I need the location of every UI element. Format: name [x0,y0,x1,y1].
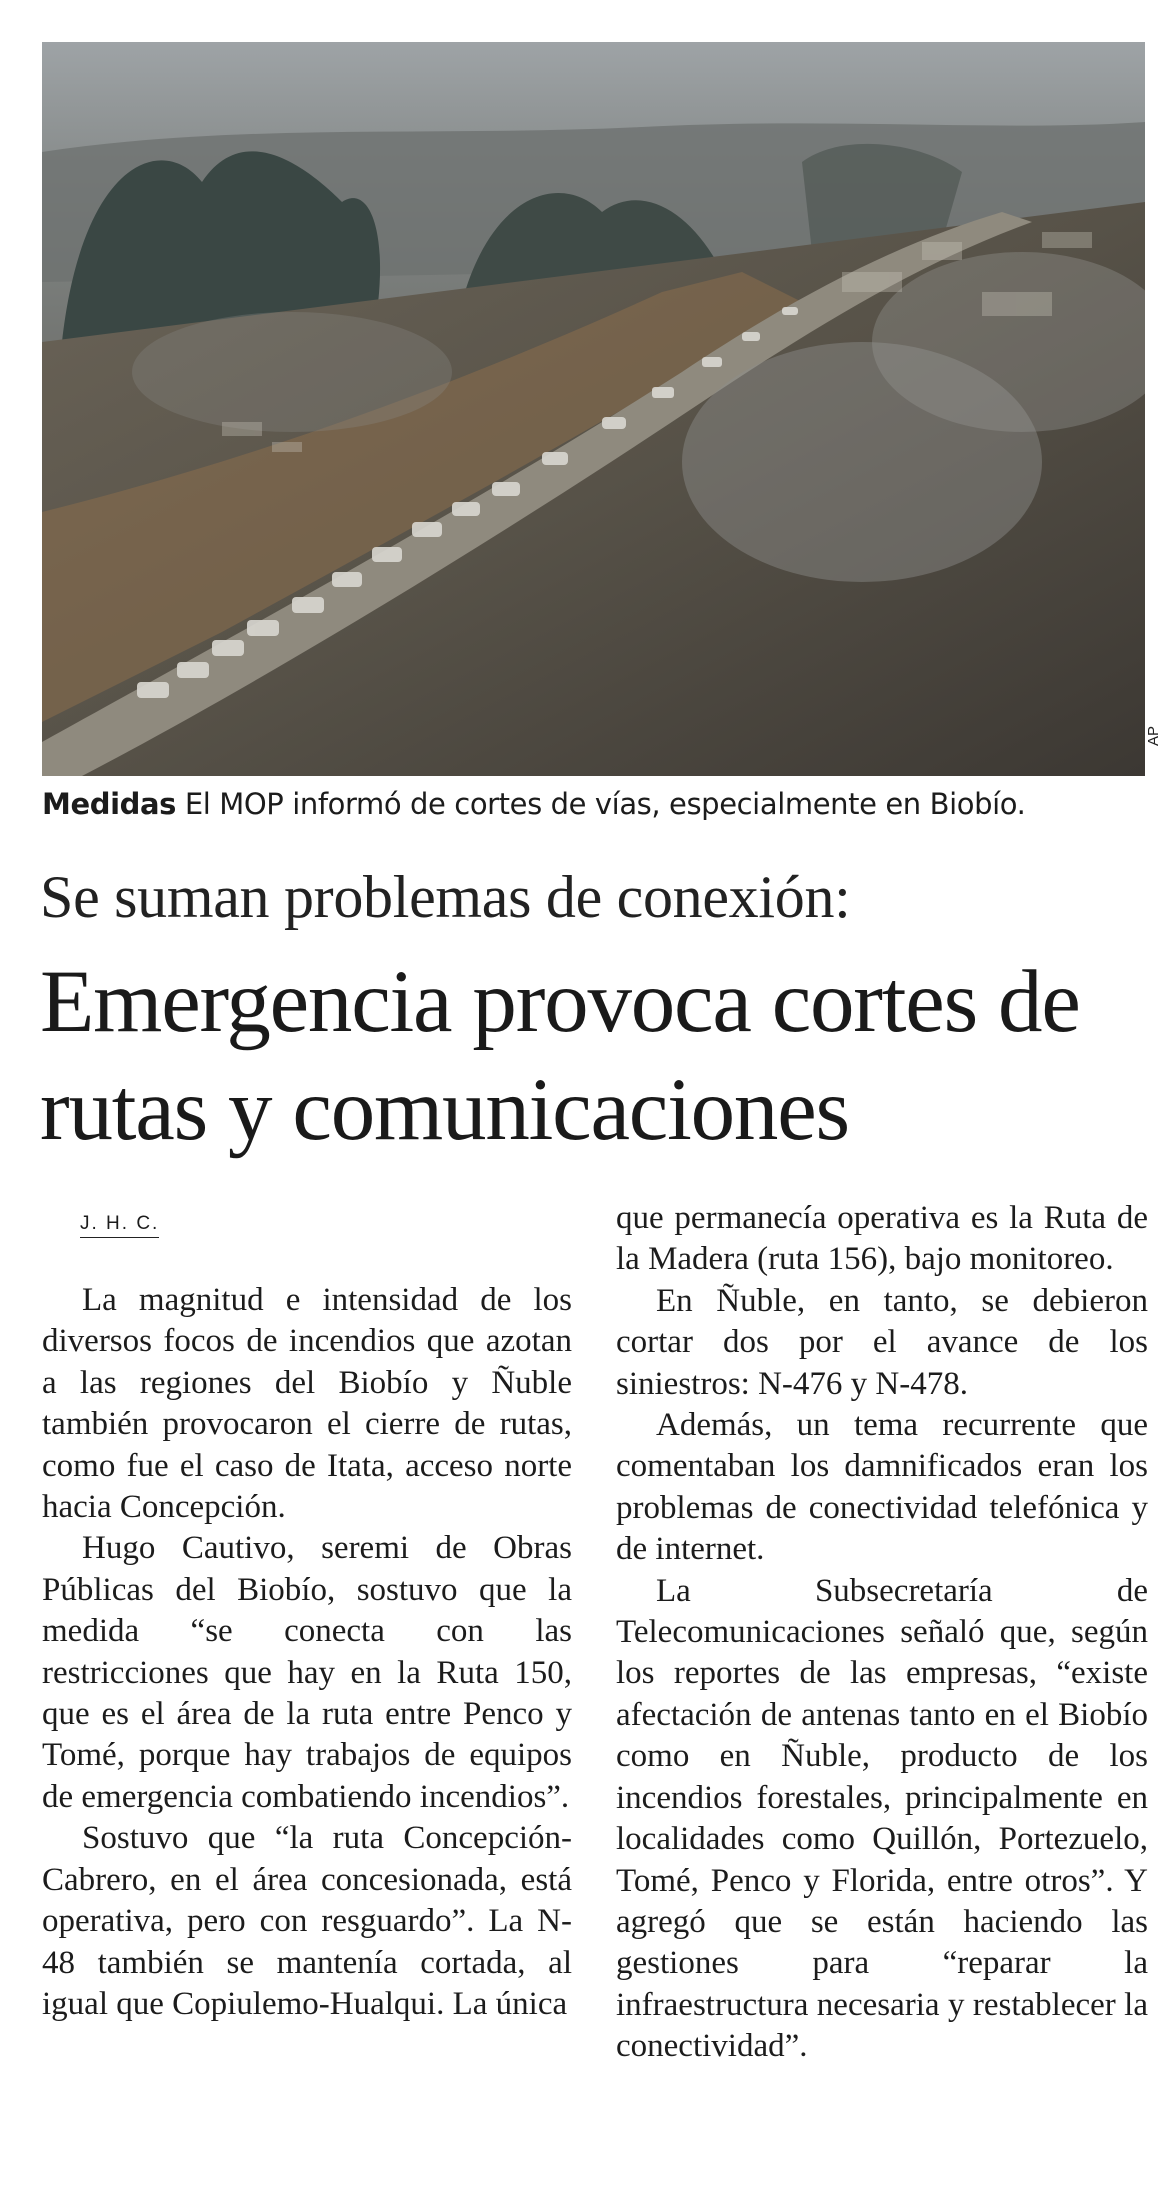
headline: Emergencia provoca cortes de rutas y comunicaciones [40,953,1080,1159]
paragraph: Además, un tema recurrente que comentaban los damnificados eran los problemas de conectividad telefónica y de internet. [616,1407,1148,1568]
paragraph: Hugo Cautivo, seremi de Obras Públicas del Biobío, sostuvo que la medida “se conecta con las restricciones que hay en la Ruta 150, que es el área de la ruta entre Penco y Tomé, porque hay trabajos de equipos de emergencia combatiendo incendios”. [42,1530,572,1815]
photo-credit: AP [1145,725,1162,746]
article-column-right [616,1198,1148,2068]
paragraph: Sostuvo que “la ruta Concepción-Cabrero, en el área concesionada, está operativa, pero con resguardo”. La N-48 también se mantenía cortada, al igual que Copiulemo-Hualqui. La única [42,1820,572,2022]
paragraph: En Ñuble, en tanto, se debieron cortar dos por el avance de los siniestros: N-476 y N-478. [616,1282,1148,1402]
caption-label: Medidas [42,787,177,821]
burned-landscape-image [42,42,1145,776]
kicker: Se suman problemas de conexión: [40,864,851,930]
paragraph: La Subsecretaría de Telecomunicaciones señaló que, según los reportes de las empresas, “existe afectación de antenas tanto en el Biobío como en Ñuble, producto de los incendios forestales, principalmente en localidades como Quillón, Portezuelo, Tomé, Penco y Florida, entre otros”. Y agregó que se están haciendo las gestiones para “reparar la infraestructura necesaria y restablecer la conectividad”. [616,1572,1148,2065]
paragraph-continued: que permanecía operativa es la Ruta de la Madera (ruta 156), bajo monitoreo. [616,1200,1148,1278]
caption-text: El MOP informó de cortes de vías, especialmente en Biobío. [184,787,1026,821]
photo-caption [42,787,1152,821]
paragraph: La magnitud e intensidad de los diversos focos de incendios que azotan a las regiones del Biobío y Ñuble también provocaron el cierre de rutas, como fue el caso de Itata, acceso norte hacia Concepción. [42,1282,572,1526]
news-photo [42,42,1145,776]
byline: J. H. C. [80,1213,159,1238]
article-column-left [42,1198,572,2025]
